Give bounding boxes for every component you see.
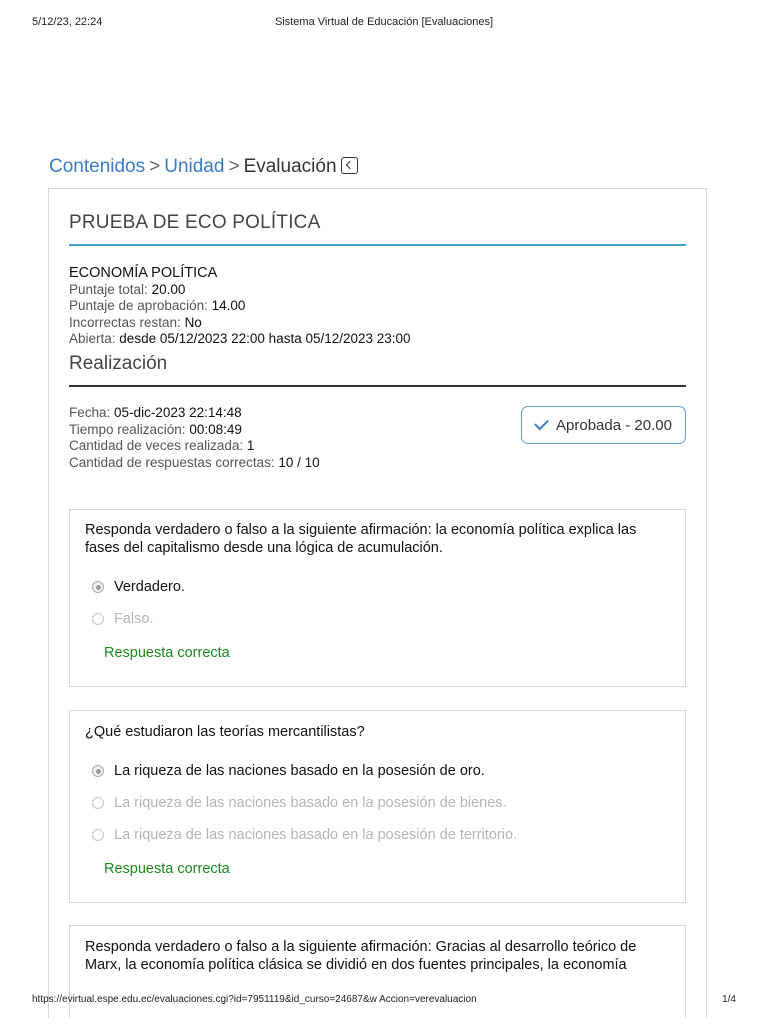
field-value: 1: [246, 438, 255, 454]
answer-option[interactable]: [92, 795, 507, 811]
field-label: Puntaje de aprobación:: [69, 298, 208, 314]
check-icon: [534, 415, 549, 430]
info-row-passing-score: [69, 298, 411, 315]
info-row-penalty: [69, 315, 411, 332]
field-label: Incorrectas restan:: [69, 314, 181, 330]
breadcrumb-separator: >: [149, 156, 161, 177]
field-value: 14.00: [211, 298, 246, 314]
status-badge-label: Aprobada - 20.00: [556, 416, 672, 434]
breadcrumb-separator: >: [228, 156, 240, 177]
field-label: Cantidad de veces realizada:: [69, 438, 244, 454]
info-row-correct-answers: [69, 455, 320, 472]
field-value: 00:08:49: [189, 421, 242, 437]
exam-title: PRUEBA DE ECO POLÍTICA: [69, 212, 321, 233]
answer-option-label: La riqueza de las naciones basado en la posesión de oro.: [114, 763, 485, 779]
answer-option-label: Falso.: [114, 611, 154, 627]
breadcrumb: [49, 156, 358, 178]
field-value: 10 / 10: [278, 454, 320, 470]
status-badge: [521, 406, 686, 444]
answer-option[interactable]: [92, 611, 154, 627]
print-footer: [32, 994, 736, 1008]
field-label: Abierta:: [69, 331, 116, 347]
radio-button-selected[interactable]: [92, 581, 104, 593]
radio-button-selected[interactable]: [92, 765, 104, 777]
answer-option-label: La riqueza de las naciones basado en la posesión de bienes.: [114, 795, 507, 811]
field-value: desde 05/12/2023 22:00 hasta 05/12/2023 23:00: [119, 331, 411, 347]
info-row-total-score: [69, 282, 411, 299]
radio-button[interactable]: [92, 829, 104, 841]
section-title-realizacion: Realización: [69, 353, 168, 374]
answer-option[interactable]: [92, 827, 517, 843]
field-value: No: [184, 314, 202, 330]
print-page-number: 1/4: [722, 994, 736, 1005]
evaluation-card: [48, 188, 707, 1018]
field-value: 20.00: [151, 281, 186, 297]
breadcrumb-unidad-link[interactable]: Unidad: [164, 156, 225, 177]
breadcrumb-contenidos-link[interactable]: Contenidos: [49, 156, 146, 177]
print-header: [32, 16, 736, 30]
print-datetime: 5/12/23, 22:24: [32, 16, 103, 28]
print-url: https://evirtual.espe.edu.ec/evaluaciones.cgi?id=7951119&id_curso=24687&w Accion=verevaluacion: [32, 994, 477, 1005]
radio-button[interactable]: [92, 797, 104, 809]
field-label: Puntaje total:: [69, 281, 148, 297]
info-row-duration: [69, 422, 320, 439]
correct-answer-message: Respuesta correcta: [104, 645, 230, 661]
print-page-title: Sistema Virtual de Educación [Evaluaciones]: [274, 16, 494, 28]
attempt-info: [69, 405, 320, 471]
section-divider: [69, 385, 686, 387]
field-label: Cantidad de respuestas correctas:: [69, 454, 275, 470]
question-card: [69, 710, 686, 903]
answer-option-label: La riqueza de las naciones basado en la posesión de territorio.: [114, 827, 518, 843]
info-row-date: [69, 405, 320, 422]
answer-option-label: Verdadero.: [114, 579, 185, 595]
question-text: ¿Qué estudiaron las teorías mercantilistas?: [85, 724, 365, 740]
back-icon[interactable]: [341, 157, 358, 174]
course-name: ECONOMÍA POLÍTICA: [69, 265, 218, 281]
question-card: [69, 509, 686, 687]
question-text: Responda verdadero o falso a la siguiente afirmación: Gracias al desarrollo teórico de Marx, la economía política clásica se dividió en dos fuentes principales, la economía: [85, 939, 637, 973]
radio-button[interactable]: [92, 613, 104, 625]
field-label: Fecha:: [69, 405, 111, 420]
question-text: Responda verdadero o falso a la siguiente afirmación: la economía política explica las fases del capitalismo desde una lógica de acumulación.: [85, 522, 637, 556]
correct-answer-message: Respuesta correcta: [104, 861, 230, 877]
field-value: 05-dic-2023 22:14:48: [114, 405, 242, 420]
info-row-open-window: [69, 331, 411, 348]
exam-info: [69, 265, 411, 348]
answer-option[interactable]: [92, 763, 485, 779]
title-divider: [69, 244, 686, 246]
breadcrumb-current: Evaluación: [243, 156, 337, 177]
info-row-attempts: [69, 438, 320, 455]
answer-option[interactable]: [92, 579, 185, 595]
field-label: Tiempo realización:: [69, 421, 186, 437]
